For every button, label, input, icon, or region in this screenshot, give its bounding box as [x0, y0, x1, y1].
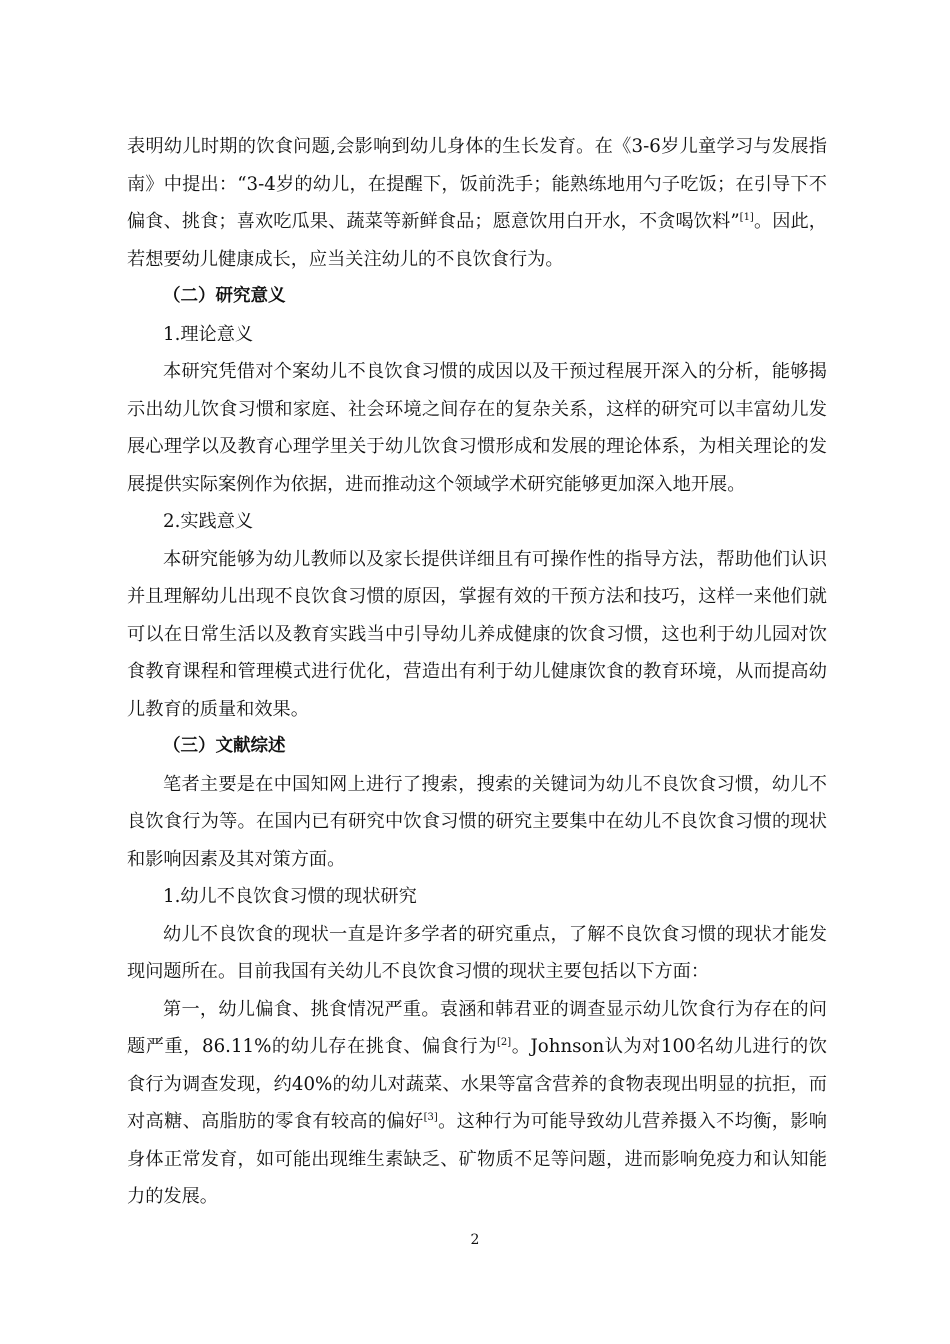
paragraph-practical: 本研究能够为幼儿教师以及家长提供详细且有可操作性的指导方法，帮助他们认识并且理解幼儿出现不良饮食习惯的原因，掌握有效的干预方法和技巧，这样一来他们就可以在日常生活以及教育实践当中引导幼儿养成健康的饮食习惯，这也利于幼儿园对饮食教育课程和管理模式进行优化，营造出有利于幼儿健康饮食的教育环境，从而提高幼儿教育的质量和效果。 [127, 548, 827, 720]
citation-ref: [2] [497, 1037, 512, 1048]
subheading-practical: 2.实践意义 [163, 511, 254, 532]
page-body [127, 128, 827, 1216]
section-heading-significance: （二）研究意义 [163, 286, 286, 306]
paragraph-picky-eating [127, 991, 827, 1216]
paragraph-theoretical: 本研究凭借对个案幼儿不良饮食习惯的成因以及干预过程展开深入的分析，能够揭示出幼儿饮食习惯和家庭、社会环境之间存在的复杂关系，这样的研究可以丰富幼儿发展心理学以及教育心理学里关于幼儿饮食习惯形成和发展的理论体系，为相关理论的发展提供实际案例作为依据，进而推动这个领域学术研究能够更加深入地开展。 [127, 361, 827, 495]
paragraph-text: 。Johnson认为对100名幼儿进行的饮食行为调查发现，约40%的幼儿对蔬菜、水果等富含营养的食物表现出明显的抗拒，而对高糖、高脂肪的零食有较高的偏好 [127, 1036, 827, 1132]
page-number: 2 [470, 1232, 480, 1248]
paragraph-text: 表明幼儿时期的饮食问题,会影响到幼儿身体的生长发育。在《3-6岁儿童学习与发展指南》中提出：“3-4岁的幼儿，在提醒下，饭前洗手；能熟练地用勺子吃饭；在引导下不偏食、挑食；喜欢吃瓜果、蔬菜等新鲜食品；愿意饮用白开水，不贪喝饮料” [127, 136, 827, 232]
subheading-status-research: 1.幼儿不良饮食习惯的现状研究 [163, 886, 417, 907]
section-heading-literature: （三）文献综述 [163, 736, 286, 756]
paragraph-guidelines-quote [127, 128, 827, 278]
subheading-theoretical: 1.理论意义 [163, 323, 254, 345]
paragraph-text: 。因此，若想要幼儿健康成长，应当关注幼儿的不良饮食行为。 [127, 211, 827, 270]
paragraph-text: 。这种行为可能导致幼儿营养摄入不均衡，影响身体正常发育，如可能出现维生素缺乏、矿物质不足等问题，进而影响免疫力和认知能力的发展。 [127, 1111, 827, 1207]
paragraph-literature-intro: 笔者主要是在中国知网上进行了搜索，搜索的关键词为幼儿不良饮食习惯，幼儿不良饮食行为等。在国内已有研究中饮食习惯的研究主要集中在幼儿不良饮食习惯的现状和影响因素及其对策方面。 [127, 773, 827, 870]
citation-ref: [1] [739, 212, 754, 223]
paragraph-status-intro: 幼儿不良饮食的现状一直是许多学者的研究重点，了解不良饮食习惯的现状才能发现问题所在。目前我国有关幼儿不良饮食习惯的现状主要包括以下方面： [127, 923, 827, 982]
paragraph-text: 第一，幼儿偏食、挑食情况严重。袁涵和韩君亚的调查显示幼儿饮食行为存在的问题严重，86.11%的幼儿存在挑食、偏食行为 [127, 998, 827, 1057]
citation-ref: [3] [423, 1112, 438, 1123]
